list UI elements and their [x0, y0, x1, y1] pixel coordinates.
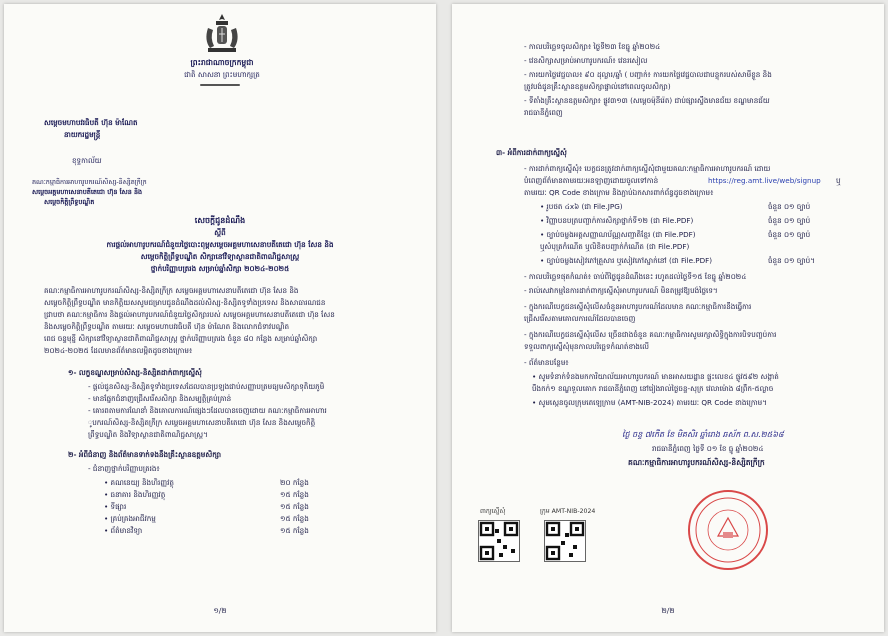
- notice-title: សេចក្តីជូនដំណឹង: [194, 216, 246, 225]
- section1-item: - មានផ្នែកជំនាញជ្រើសរើសសិក្សា និងសម្បត្តិគ្រប់គ្រាន់: [88, 394, 232, 403]
- section1-item: ូបករណ៍សិស្ស-និស្សិតក្រីក្រ សម្តេចអគ្គមហាសេនាបតីតេជោ ហ៊ុន សែន និងសម្តេចកិត្តិ: [88, 418, 316, 427]
- note-2-line-2: ទទួលពាក្យស្នើសុំមុនកាលបរិច្ឆេទកំណត់ខាងលើ: [524, 342, 649, 351]
- major-seats: ១៥ កន្លែង: [280, 514, 309, 523]
- lunar-date: ថ្ងៃ ចន្ទ ៧កើត ខែ មិគសិរ ឆ្នាំរោង ឆស័ក ព.ស.២៥៦៨: [622, 430, 784, 439]
- section1-heading: ១- លក្ខខណ្ឌសម្រាប់សិស្ស-និស្សិតដាក់ពាក្យស្នើសុំ: [68, 368, 202, 377]
- qr-pattern-icon: [545, 521, 585, 561]
- major-name: • ទីផ្សារ: [104, 502, 127, 511]
- signup-link[interactable]: https://reg.amt.live/web/signup: [708, 176, 821, 185]
- notice-subtitle: ស្តីពី: [214, 228, 226, 237]
- intro-line-1: គណៈកម្មាធិការអាហារូបករណ៍សិស្ស-និស្សិតក្រីក្រ សម្តេចអគ្គមហាសេនាបតីតេជោ ហ៊ុន សែន និង: [44, 286, 299, 295]
- free-service: - រាល់សេវាកម្មនៃការដាក់ពាក្យស្នើសុំអាហារូបករណ៍ មិនតម្រូវឱ្យបង់ថ្លៃទេ។: [524, 286, 718, 295]
- info-line: - ការយកថ្លៃវេជ្ជបាល៖ ៩០ ដុល្លារ/ឆ្នាំ ( បញ្ជាក់៖ ការយកថ្លៃវេជ្ជបាលជាបន្ទុករបស់សាមីខ្លួន និង: [524, 70, 772, 79]
- qr-label-group: ក្រុម AMT-NIB-2024: [540, 508, 596, 515]
- doc-name: ឬសំបុត្រកំណើត ឬលិខិតបញ្ជាក់កំណើត (ជា File.PDF): [540, 242, 690, 251]
- major-seats: ១៥ កន្លែង: [280, 526, 309, 535]
- deadline: - កាលបរិច្ឆេទផុតកំណត់៖ ចាប់ពីថ្ងៃជូនដំណឹងនេះ រហូតដល់ថ្ងៃទី១៥ ខែធ្នូ ឆ្នាំ២០២៤: [524, 272, 747, 281]
- doc-name: • ច្បាប់ចម្លងអត្តសញ្ញាណប័ណ្ណសញ្ជាតិខ្មែរ (ជា File.PDF): [540, 230, 696, 239]
- apply-line-2b: ឬ: [836, 176, 841, 185]
- info-line: រាជធានីភ្នំពេញ: [524, 108, 563, 117]
- doc-count: ចំនួន ០១ ច្បាប់: [768, 216, 811, 225]
- major-seats: ២០ កន្លែង: [280, 478, 309, 487]
- royal-emblem-icon: [200, 12, 244, 54]
- major-name: • គ្រប់គ្រងអាជីវកម្ម: [104, 514, 156, 523]
- signatory: គណៈកម្មាធិការអាហារូបករណ៍សិស្ស-និស្សិតក្រីក្រ: [628, 458, 765, 467]
- apply-line-1: - ការដាក់ពាក្យស្នើសុំ៖ បេក្ខជនត្រូវដាក់ពាក្យស្នើសុំជាមួយគណៈកម្មាធិការអាហារូបករណ៍ ដោយ: [524, 164, 771, 173]
- qr-code-telegram-group[interactable]: [544, 520, 586, 562]
- intro-line-4: និងសម្តេចកិត្តិព្រឹទ្ធបណ្ឌិត តាមរយៈ សម្តេចមហាបវរធិបតី ហ៊ុន ម៉ាណែត និងលោកជំទាវបណ្ឌិត: [44, 322, 290, 331]
- committee-line-2: សម្តេចអគ្គមហាសេនាបតីតេជោ ហ៊ុន សែន និង: [32, 188, 143, 196]
- intro-line-5: ពេជ ចន្ទមុន្នី សិក្សានៅវិទ្យាស្ថានជាតិពាណិជ្ជសាស្ត្រ ថ្នាក់បរិញ្ញាបត្ររង ចំនួន ៨០ កន្លែង សម្រាប់ឆ្នាំសិក្សា: [44, 334, 318, 343]
- official-seal-icon: [688, 490, 768, 570]
- office-name: ខុទ្ទកាល័យ: [72, 156, 102, 165]
- doc-name: • វិញ្ញាបនបត្របញ្ជាក់ការសិក្សាថ្នាក់ទី១២ (ជា File.PDF): [540, 216, 694, 225]
- notice-line-3: ថ្នាក់បរិញ្ញាបត្ររង សម្រាប់ឆ្នាំសិក្សា ២០២៤-២០២៥: [150, 264, 290, 273]
- contact-line: • សូមស្កេនចូលក្រុមតេឡេក្រាម (AMT-NIB-2024) តាមរយៈ QR Code ខាងក្រោម។: [532, 398, 767, 407]
- info-line: ត្រូវបង់ជូនគ្រឹះស្ថានឧត្តមសិក្សាផ្ទាល់នៅពេលចូលសិក្សា): [524, 82, 671, 91]
- note-1-line-1: - ក្នុងករណីបេក្ខជនស្នើសុំលើសចំនួនអាហារូបករណ៍ដែលមាន គណៈកម្មាធិការនឹងធ្វើការ: [524, 302, 752, 311]
- contact-line: • សូមទំនាក់ទំនងមកការិយាល័យអាហារូបករណ៍ មានអាសយដ្ឋាន ផ្ទះលេខ៤ ផ្លូវ៥៩២ សង្កាត់: [532, 372, 779, 381]
- major-name: • ព័ត៌មានវិទ្យា: [104, 526, 143, 535]
- major-name: • គណនេយ្យ និងហិរញ្ញវត្ថុ: [104, 478, 174, 487]
- major-seats: ១៥ កន្លែង: [280, 490, 309, 499]
- doc-name: • រូបថត ៤x៦ (ជា File.JPG): [540, 202, 623, 211]
- committee-line-1: គណៈកម្មាធិការអាហារូបករណ៍សិស្ស-និស្សិតក្រីក្រ: [32, 178, 147, 186]
- org-line-1: សម្តេចមហាបវរធិបតី ហ៊ុន ម៉ាណែត: [44, 118, 138, 127]
- section1-item: ព្រឹទ្ធបណ្ឌិត និងវិទ្យាស្ថានជាតិពាណិជ្ជសាស្ត្រ។: [88, 430, 208, 439]
- info-line: - ទីតាំងគ្រឹះស្ថានឧត្តមសិក្សា៖ ផ្លូវ៣១៣ (សម្តេចម៉ុនីរ៉េត) ជាប់ផ្សារស្ទឹងមានជ័យ ខណ្ឌមានជ័យ: [524, 96, 770, 105]
- apply-line-2: បំពេញព័ត៌មានតាមរយៈអនឡាញដោយចូលទៅកាន់: [524, 176, 659, 185]
- kingdom-motto: ជាតិ សាសនា ព្រះមហាក្សត្រ: [184, 70, 260, 79]
- note-1-line-2: ជ្រើសរើសតាមគោលការណ៍ដែលបានចេញ: [524, 314, 636, 323]
- qr-pattern-icon: [479, 521, 519, 561]
- intro-line-2: សម្តេចកិត្តិព្រឹទ្ធបណ្ឌិត មានកិត្តិយសសូមជម្រាបជូនដំណឹងដល់សិស្ស-និស្សិតទូទាំងប្រទេស និងសាធារណជន: [44, 298, 326, 307]
- section3-heading: ៣- អំពីការដាក់ពាក្យស្នើសុំ: [496, 148, 567, 157]
- page-right: [452, 4, 884, 632]
- page-left: [4, 4, 436, 632]
- apply-line-3: តាមរយៈ QR Code ខាងក្រោម និងភ្ជាប់ឯកសារពាក់ព័ន្ធដូចខាងក្រោម៖: [524, 188, 714, 197]
- solar-date: រាជធានីភ្នំពេញ ថ្ងៃទី ០១ ខែ ធ្នូ ឆ្នាំ២០២៤: [652, 444, 764, 453]
- intro-line-6: ២០២៤-២០២៥ ដែលមានព័ត៌មានលម្អិតដូចខាងក្រោម៖: [44, 346, 193, 355]
- info-line: - វេនសិក្សាសម្រាប់អាហារូបករណ៍៖ វេនរសៀល: [524, 56, 648, 65]
- doc-count: ចំនួន ០១ ច្បាប់: [768, 202, 811, 211]
- doc-count: ចំនួន ០១ ច្បាប់: [768, 230, 811, 239]
- doc-count: ចំនួន ០១ ច្បាប់។: [768, 256, 815, 265]
- notice-line-2: សម្តេចកិត្តិព្រឹទ្ធបណ្ឌិត សិក្សានៅវិទ្យាស្ថានជាតិពាណិជ្ជសាស្ត្រ: [140, 252, 300, 261]
- section2-sub: - ជំនាញថ្នាក់បរិញ្ញាបត្ររង៖: [88, 464, 160, 473]
- intro-line-3: ជ្រាបថា គណៈកម្មាធិការ និងផ្តល់អាហារូបករណ៍ជំនួយថ្លៃសិក្សារបស់ សម្តេចអគ្គមហាសេនាបតីតេជោ ហ៊ុន សែន: [44, 310, 335, 319]
- info-line: - កាលបរិច្ឆេទចូលសិក្សា៖ ថ្ងៃទី២៣ ខែធ្នូ ឆ្នាំ២០២៤: [524, 42, 661, 51]
- contact-line: បឹងកក់១ ខណ្ឌទួលគោក រាជធានីភ្នំពេញ នៅរៀងរាល់ថ្ងៃចន្ទ-សុក្រ វេលាម៉ោង ៨ព្រឹក-៥ល្ងាច: [532, 384, 774, 393]
- qr-label-application: ពាក្យស្នើសុំ: [480, 508, 506, 515]
- ornament-divider: [200, 84, 240, 86]
- page-number: ១/២: [213, 606, 227, 615]
- kingdom-name: ព្រះរាជាណាចក្រកម្ពុជា: [190, 58, 254, 67]
- major-name: • ធនាគារ និងហិរញ្ញវត្ថុ: [104, 490, 166, 499]
- org-line-2: នាយករដ្ឋមន្ត្រី: [64, 130, 101, 139]
- note-2-line-1: - ក្នុងករណីបេក្ខជនស្នើសុំលើស ច្រើនជាងចំនួន គណៈកម្មាធិការសូមរក្សាសិទ្ធិក្នុងការបិទបញ្ចប់ការ: [524, 330, 777, 339]
- committee-line-3: សម្តេចកិត្តិព្រឹទ្ធបណ្ឌិត: [44, 198, 95, 206]
- section2-heading: ២- អំពីជំនាញ និងព័ត៌មានទាក់ទងនឹងគ្រឹះស្ថានឧត្តមសិក្សា: [68, 450, 222, 459]
- page-number: ២/២: [661, 606, 675, 615]
- section1-item: - គោរពតាមការណែនាំ និងគោលការណ៍ផ្សេងៗដែលបានចេញដោយ គណៈកម្មាធិការអាហារ: [88, 406, 327, 415]
- section1-item: - ផ្តល់ជូនសិស្ស-និស្សិតទូទាំងប្រទេសដែលបានប្រឡងជាប់សញ្ញាបត្រមធ្យមសិក្សាទុតិយភូមិ: [88, 382, 325, 391]
- major-seats: ១៥ កន្លែង: [280, 502, 309, 511]
- qr-code-application[interactable]: [478, 520, 520, 562]
- doc-name: • ច្បាប់ចម្លងសៀវភៅគ្រួសារ ឬសៀវភៅស្នាក់នៅ (ជា File.PDF): [540, 256, 713, 265]
- notice-line-1: ការផ្តល់អាហារូបករណ៍ជំនួយថ្លៃបោះពុម្ពសម្តេចអគ្គមហាសេនាបតីតេជោ ហ៊ុន សែន និង: [106, 240, 334, 249]
- contact-heading: - ព័ត៌មានបន្ថែម៖: [524, 358, 569, 367]
